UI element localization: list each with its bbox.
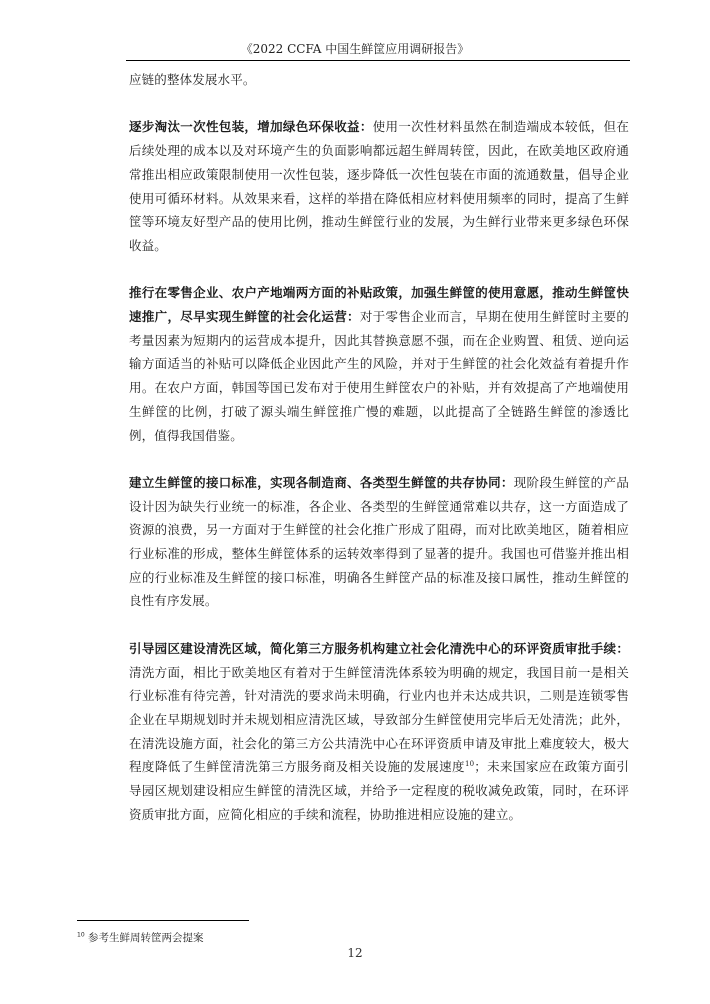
- section-heading: 推行在零售企业、农户产地端两方面的补贴政策，加强生鲜筐的使用意愿，推动生鲜筐快速推广，尽早实现生鲜筐的社会化运营：: [129, 285, 629, 324]
- footnote-divider: [77, 920, 249, 921]
- footnote-reference[interactable]: 10: [464, 760, 475, 769]
- section-body: 清洗方面，相比于欧美地区有着对于生鲜筐清洗体系较为明确的规定，我国目前一是相关行业标准有待完善，针对清洗的要求尚未明确，行业内也并未达成共识，二则是连锁零售企业在早期规划时并未规划相应清洗区域，导致部分生鲜筐使用完毕后无处清洗；此外，在清洗设施方面，社会化的第三方公共清洗中心在环评资质申请及审批上难度较大，极大程度降低了生鲜筐清洗第三方服务商及相关设施的发展速度: [129, 664, 629, 775]
- header-divider: [126, 60, 630, 61]
- page-number: 12: [347, 946, 363, 960]
- section-body: 使用一次性材料虽然在制造端成本较低，但在后续处理的成本以及对环境产生的负面影响都远超生鲜周转筐，因此，在欧美地区政府通常推出相应政策限制使用一次性包装，逐步降低一次性包装在市面的流通数量，倡导企业使用可循环材料。从效果来看，这样的举措在降低相应材料使用频率的同时，提高了生鲜筐等环境友好型产品的使用比例，推动生鲜筐行业的发展，为生鲜行业带来更多绿色环保收益。: [129, 119, 629, 253]
- running-header-title: 《2022 CCFA 中国生鲜筐应用调研报告》: [240, 42, 470, 56]
- section-paragraph: [129, 471, 629, 613]
- section-heading: 建立生鲜筐的接口标准，实现各制造商、各类型生鲜筐的共存协同：: [129, 474, 514, 490]
- page-body: [129, 68, 629, 826]
- section-heading: 引导园区建设清洗区域，简化第三方服务机构建立社会化清洗中心的环评资质审批手续：: [129, 640, 629, 656]
- footnote: [77, 930, 203, 945]
- footnote-text: 参考生鲜周转筐两会提案: [87, 932, 204, 944]
- section-body-continued: ；未来国家应在政策方面引导园区规划建设相应生鲜筐的清洗区域，并给予一定程度的税收减免政策，同时，在环评资质审批方面，应简化相应的手续和流程，协助推进相应设施的建立。: [129, 759, 629, 822]
- section-paragraph: [129, 637, 629, 827]
- section-body: 对于零售企业而言，早期在使用生鲜筐时主要的考量因素为短期内的运营成本提升，因此其替换意愿不强，而在企业购置、租赁、逆向运输方面适当的补贴可以降低企业因此产生的风险，并对于生鲜筐的社会化效益有着提升作用。在农户方面，韩国等国已发布对于使用生鲜筐农户的补贴，并有效提高了产地端使用生鲜筐的比例，打破了源头端生鲜筐推广慢的难题，以此提高了全链路生鲜筐的渗透比例，值得我国借鉴。: [129, 309, 630, 443]
- intro-paragraph: 应链的整体发展水平。: [129, 72, 256, 87]
- section-paragraph: [129, 281, 629, 447]
- section-paragraph: [129, 115, 629, 257]
- section-heading: 逐步淘汰一次性包装，增加绿色环保收益：: [129, 119, 373, 135]
- section-body: 现阶段生鲜筐的产品设计因为缺失行业统一的标准，各企业、各类型的生鲜筐通常难以共存，这一方面造成了资源的浪费，另一方面对于生鲜筐的社会化推广形成了阻碍，而对比欧美地区，随着相应行业标准的形成，整体生鲜筐体系的运转效率得到了显著的提升。我国也可借鉴并推出相应的行业标准及生鲜筐的接口标准，明确各生鲜筐产品的标准及接口属性，推动生鲜筐的良性有序发展。: [129, 474, 629, 609]
- footnote-marker: 10: [77, 931, 85, 939]
